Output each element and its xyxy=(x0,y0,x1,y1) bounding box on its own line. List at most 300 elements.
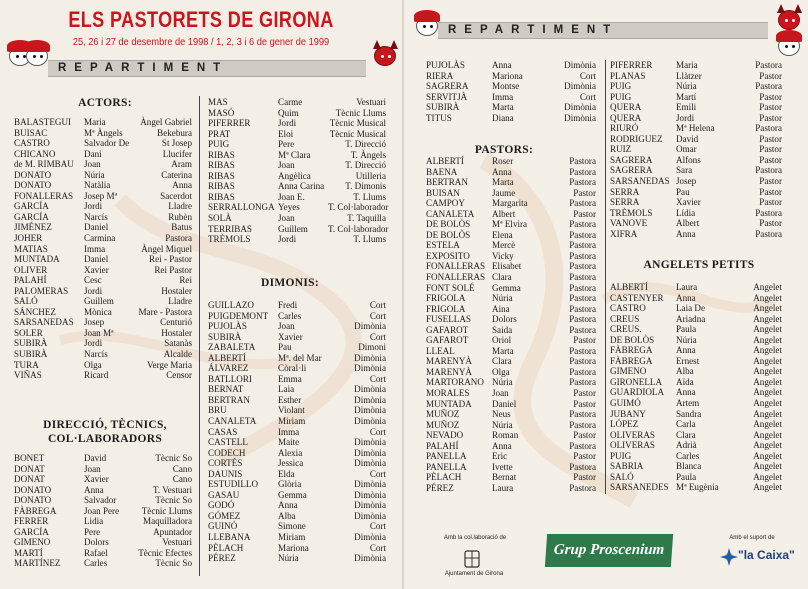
cast-row xyxy=(208,384,386,395)
cast-surname: FONALLERAS xyxy=(426,261,486,272)
cast-role: Cort xyxy=(579,70,596,81)
cast-role: Angelet xyxy=(753,440,782,451)
cast-surname: PALAHÍ xyxy=(426,440,459,451)
cast-surname: GIRONELLA xyxy=(610,376,663,387)
cast-surname: GÓMEZ xyxy=(208,510,241,521)
cast-row xyxy=(426,283,596,294)
cast-row xyxy=(426,198,596,209)
cast-surname: BALASTEGUI xyxy=(14,117,72,127)
cast-row xyxy=(426,177,596,188)
cast-first-name: Carles xyxy=(84,558,108,569)
cast-first-name: Còral·li xyxy=(278,363,307,374)
cast-role: T. Llums xyxy=(353,234,386,245)
cast-role: Angelet xyxy=(753,313,782,324)
cast-surname: FÀBREGA xyxy=(14,505,57,516)
cast-surname: GUINÓ xyxy=(208,521,238,532)
cast-surname: BAENA xyxy=(426,166,458,177)
cast-role: Cort xyxy=(369,468,386,479)
cast-surname: GARCÍA xyxy=(14,211,49,222)
cast-row xyxy=(426,377,596,388)
cast-row xyxy=(208,160,386,171)
cast-surname: RUIZ xyxy=(610,144,632,155)
cast-row xyxy=(426,272,596,283)
cast-surname: BONET xyxy=(14,453,45,463)
cast-row xyxy=(14,485,192,496)
cast-surname: CASTENYER xyxy=(610,292,664,303)
shepherd-mascot-icon xyxy=(774,30,804,60)
cast-role: Rei Pastor xyxy=(154,264,192,275)
cast-first-name: Alexia xyxy=(278,447,303,458)
cast-first-name: Xavier xyxy=(84,474,109,485)
cast-surname: SUBIRÀ xyxy=(208,331,242,342)
cast-surname: PÉREZ xyxy=(426,482,454,493)
cast-first-name: Mª Helena xyxy=(676,123,715,134)
cast-role: Pastor xyxy=(759,112,782,123)
cast-surname: SALÓ xyxy=(14,296,38,307)
dimonis-heading: DIMONIS: xyxy=(261,277,319,289)
cast-first-name: Elda xyxy=(278,468,295,479)
cast-first-name: Dani xyxy=(84,148,102,159)
cast-surname: de M. RIMBAU xyxy=(14,159,74,170)
cast-row xyxy=(610,134,782,145)
cast-row xyxy=(208,500,386,511)
cast-first-name: Núria xyxy=(676,81,697,92)
cast-role: Pastor xyxy=(759,218,782,229)
cast-role: Pastora xyxy=(569,229,596,240)
cast-first-name: Núria xyxy=(278,553,299,564)
cast-role: Pastora xyxy=(569,356,596,367)
cast-first-name: Emili xyxy=(676,102,697,113)
cast-role: Pastora xyxy=(165,233,192,244)
cast-first-name: Margarita xyxy=(492,198,528,209)
cast-surname: SALÓ xyxy=(610,471,634,482)
cast-surname: SAGRERA xyxy=(610,154,653,165)
cast-surname: GUILLAZO xyxy=(208,300,254,310)
cast-first-name: Omar xyxy=(676,144,697,155)
cast-surname: NEVADO xyxy=(426,430,464,441)
cast-surname: PUJOLÀS xyxy=(426,60,465,70)
cast-row xyxy=(426,472,596,483)
cast-role: Pastora xyxy=(569,177,596,188)
cast-role: Pastora xyxy=(569,272,596,283)
cast-role: Llucifer xyxy=(162,148,192,159)
cast-row xyxy=(208,342,386,353)
cast-first-name: Joan xyxy=(278,160,295,171)
cast-surname: SUBIRÀ xyxy=(14,349,48,360)
cast-first-name: Guillem xyxy=(278,223,308,234)
cast-first-name: Lídia xyxy=(676,207,696,218)
repartiment-band: REPARTIMENT xyxy=(48,60,366,77)
actors-heading: ACTORS: xyxy=(78,97,132,109)
cast-row xyxy=(610,430,782,441)
cast-surname: ZABALETA xyxy=(208,342,256,353)
cast-row xyxy=(610,102,782,113)
cast-row xyxy=(426,92,596,103)
cast-surname: GARCÍA xyxy=(14,201,49,212)
cast-role: Cort xyxy=(369,542,386,553)
cast-row xyxy=(426,451,596,462)
cast-first-name: Daniel xyxy=(492,398,517,409)
support-label: Amb el suport de xyxy=(729,535,775,541)
cast-row xyxy=(14,349,192,360)
cast-first-name: Aina xyxy=(492,303,510,314)
girona-crest-icon xyxy=(463,549,481,569)
cast-row xyxy=(208,469,386,480)
cast-row xyxy=(426,325,596,336)
cast-first-name: Joan E. xyxy=(278,191,305,202)
cast-row xyxy=(610,282,782,293)
cast-surname: ALBERTÍ xyxy=(426,156,464,166)
cast-surname: PRAT xyxy=(208,128,231,139)
cast-role: Bekebura xyxy=(157,127,192,138)
cast-role: Pastora xyxy=(569,166,596,177)
cast-row xyxy=(14,317,192,328)
cast-role: Pastora xyxy=(569,366,596,377)
cast-surname: CREUS xyxy=(610,313,640,324)
cast-surname: CASTELL xyxy=(208,437,248,448)
cast-role: Dimònia xyxy=(354,437,386,448)
cast-surname: CASAS xyxy=(208,426,238,437)
cast-row xyxy=(426,409,596,420)
cast-first-name: Elena xyxy=(492,229,513,240)
cast-row xyxy=(14,128,192,139)
cast-role: Dimònia xyxy=(354,553,386,564)
cast-surname: ÁLVAREZ xyxy=(208,363,249,374)
cast-role: Apuntador xyxy=(153,526,192,537)
cast-surname: RODRIGUEZ xyxy=(610,133,663,144)
cast-first-name: Lidia xyxy=(84,516,104,527)
cast-surname: RIBAS xyxy=(208,170,235,181)
cast-row xyxy=(14,170,192,181)
dimonis-continued-list xyxy=(426,60,596,123)
cast-role: Sacerdot xyxy=(160,190,192,201)
cast-role: T. Col·laborador xyxy=(328,223,389,234)
cast-surname: GASAU xyxy=(208,489,240,500)
cast-role: Hostaler xyxy=(161,327,192,338)
cast-first-name: Montse xyxy=(492,81,520,92)
cast-first-name: Vicky xyxy=(492,250,514,261)
cast-first-name: Núria xyxy=(492,419,513,430)
cast-row xyxy=(14,265,192,276)
cast-surname: TURA xyxy=(14,359,39,370)
caixa-star-icon xyxy=(720,548,738,566)
cast-first-name: Glòria xyxy=(278,479,302,490)
cast-first-name: Salvador xyxy=(84,495,117,506)
cast-role: Dimònia xyxy=(354,489,386,500)
cast-surname: BUISAN xyxy=(426,187,460,198)
cast-surname: BRU xyxy=(208,405,227,416)
cast-first-name: Olga xyxy=(84,359,102,370)
cast-first-name: Jordi xyxy=(278,118,297,129)
cast-first-name: Marta xyxy=(492,177,514,188)
cast-surname: DE BOLÒS xyxy=(610,334,655,345)
cast-role: Dimònia xyxy=(354,532,386,543)
cast-row xyxy=(208,374,386,385)
cast-row xyxy=(14,558,192,569)
cast-role: T. Taquilla xyxy=(347,213,386,224)
cast-role: Tècnic Llums xyxy=(141,505,192,516)
cast-role: Tècnic Musical xyxy=(329,118,386,129)
cast-first-name: Clara xyxy=(492,272,512,283)
cast-row xyxy=(208,118,386,129)
cast-surname: VANOVE xyxy=(610,218,648,229)
cast-surname: RIURÓ xyxy=(610,123,639,134)
cast-row xyxy=(14,537,192,548)
cast-first-name: Mercè xyxy=(492,240,516,251)
cast-row xyxy=(610,461,782,472)
cast-surname: MUNTADA xyxy=(426,398,472,409)
cast-role: Pastora xyxy=(569,156,596,166)
cast-row xyxy=(610,356,782,367)
cast-row xyxy=(426,261,596,272)
cast-row xyxy=(14,180,192,191)
cast-first-name: Natàlia xyxy=(84,180,111,191)
cast-role: Pastora xyxy=(569,409,596,420)
cast-surname: MARTORANO xyxy=(426,377,484,388)
cast-surname: PÈLACH xyxy=(426,472,462,483)
cast-row xyxy=(14,548,192,559)
cast-row xyxy=(610,377,782,388)
cast-row xyxy=(426,430,596,441)
cast-role: Tècnic Efectes xyxy=(138,547,192,558)
cast-row xyxy=(610,398,782,409)
cast-role: Dimònia xyxy=(354,352,386,363)
cast-surname: DE BOLÒS xyxy=(426,219,471,230)
cast-surname: CODECH xyxy=(208,447,246,458)
pastors-heading: PASTORS: xyxy=(474,144,534,156)
cast-row xyxy=(14,275,192,286)
cast-role: Pastor xyxy=(759,133,782,144)
cast-role: Pastor xyxy=(759,91,782,102)
cast-first-name: Saida xyxy=(492,324,513,335)
right-page xyxy=(404,0,808,589)
cast-first-name: Xavier xyxy=(676,197,701,208)
cast-first-name: Dolors xyxy=(492,314,517,325)
actors-list xyxy=(14,117,192,381)
cast-role: Lladre xyxy=(168,296,192,307)
cast-surname: EXPOSITO xyxy=(426,250,470,261)
cast-row xyxy=(14,212,192,223)
cast-row xyxy=(426,346,596,357)
cast-role: Cort xyxy=(369,310,386,321)
cast-role: Anna xyxy=(172,180,192,191)
cast-role: Dimònia xyxy=(564,81,596,92)
cast-surname: CANALETA xyxy=(426,208,475,219)
cast-surname: PALOMERAS xyxy=(14,285,69,296)
cast-role: Mare - Pastora xyxy=(138,306,192,317)
cast-first-name: Anna Carina xyxy=(278,181,325,192)
cast-row xyxy=(610,60,782,71)
cast-role: Maquilladora xyxy=(143,516,192,527)
cast-surname: FONALLERAS xyxy=(14,190,74,201)
tecnics-list xyxy=(208,97,389,245)
cast-first-name: Joan xyxy=(278,321,295,332)
cast-role: Tècnic Llums xyxy=(335,107,386,118)
cast-role: Angelet xyxy=(753,345,782,356)
cast-role: Pastora xyxy=(569,219,596,230)
cast-role: Centurió xyxy=(160,317,192,328)
cast-surname: MARENYÀ xyxy=(426,356,472,367)
cast-role: Pastora xyxy=(755,228,782,239)
cast-first-name: Emma xyxy=(278,373,302,384)
cast-role: Pastora xyxy=(569,482,596,493)
cast-role: T. Direcció xyxy=(345,160,386,171)
cast-row xyxy=(610,165,782,176)
cast-first-name: Anna xyxy=(676,387,696,398)
cast-surname: PUIG xyxy=(610,450,632,461)
cast-first-name: David xyxy=(676,133,699,144)
cast-row xyxy=(14,201,192,212)
cast-role: Vestuari xyxy=(162,537,192,548)
cast-first-name: Jordi xyxy=(84,285,103,296)
cast-surname: SUBIRÀ xyxy=(426,102,460,113)
cast-row xyxy=(426,60,596,71)
cast-role: Pastor xyxy=(573,430,596,441)
cast-row xyxy=(426,441,596,452)
cast-role: Dimònia xyxy=(354,416,386,427)
cast-first-name: Pere xyxy=(278,139,295,150)
cast-first-name: Quim xyxy=(278,107,299,118)
cast-surname: DAUNIS xyxy=(208,468,243,479)
cast-role: Angelet xyxy=(753,292,782,303)
cast-role: Dimònia xyxy=(354,363,386,374)
cast-row xyxy=(14,338,192,349)
cast-first-name: Artem xyxy=(676,398,700,409)
cast-surname: PANELLA xyxy=(426,461,467,472)
cast-role: Pastor xyxy=(759,176,782,187)
cast-first-name: Rafael xyxy=(84,547,108,558)
cast-row xyxy=(208,223,389,235)
cast-surname: FRIGOLA xyxy=(426,293,466,304)
cast-first-name: Ivette xyxy=(492,461,513,472)
cast-surname: TITUS xyxy=(426,112,452,123)
cast-first-name: Ariadna xyxy=(676,313,706,324)
cast-surname: SARSANEDAS xyxy=(610,176,670,187)
collaboration-label: Amb la col.laboració de xyxy=(443,535,507,541)
cast-first-name: Narcís xyxy=(84,349,108,360)
cast-first-name: Mariona xyxy=(278,542,309,553)
cast-first-name: Mª Eugènia xyxy=(676,482,719,493)
cast-first-name: Bernat xyxy=(492,472,517,483)
cast-surname: PUIG xyxy=(610,91,632,102)
cast-row xyxy=(14,516,192,527)
cast-role: Censor xyxy=(166,370,192,381)
cast-role: Cort xyxy=(369,373,386,384)
cast-first-name: Imma xyxy=(84,243,106,254)
cast-row xyxy=(426,230,596,241)
cast-row xyxy=(426,420,596,431)
cast-row xyxy=(610,197,782,208)
cast-surname: RIBAS xyxy=(208,181,235,192)
cast-row xyxy=(610,123,782,134)
cast-surname: OLIVERAS xyxy=(610,440,655,451)
cast-row xyxy=(14,527,192,538)
cast-surname: RIBAS xyxy=(208,191,235,202)
cast-role: Angelet xyxy=(753,419,782,430)
cast-surname: CORTÉS xyxy=(208,458,243,469)
column-divider xyxy=(199,96,200,576)
cast-first-name: Anna xyxy=(492,166,512,177)
cast-role: T. Col·laborador xyxy=(328,202,389,213)
angelets-heading: ANGELETS PETITS xyxy=(643,259,755,271)
cast-surname: PIFERRER xyxy=(610,60,653,70)
cast-role: Pastor xyxy=(759,144,782,155)
cast-role: Pastor xyxy=(573,187,596,198)
cast-first-name: Núria xyxy=(676,334,697,345)
cast-role: Alcalde xyxy=(163,349,192,360)
cast-row xyxy=(610,387,782,398)
cast-first-name: Sandra xyxy=(676,408,702,419)
cast-role: Cort xyxy=(369,426,386,437)
cast-surname: BATLLORI xyxy=(208,373,252,384)
cast-first-name: Laia xyxy=(278,384,295,395)
cast-surname: CASTRO xyxy=(14,138,50,149)
cast-first-name: Eric xyxy=(492,451,508,462)
cast-role: Cano xyxy=(172,463,192,474)
left-page xyxy=(0,0,402,589)
cast-first-name: Mariona xyxy=(492,70,523,81)
cast-surname: SERRALLONGA xyxy=(208,202,275,213)
cast-surname: PLANAS xyxy=(610,70,646,81)
cast-surname: SOLER xyxy=(14,327,43,338)
cast-first-name: Carla xyxy=(676,419,696,430)
cast-row xyxy=(610,92,782,103)
cast-row xyxy=(14,149,192,160)
cast-role: Angelet xyxy=(753,376,782,387)
cast-row xyxy=(14,138,192,149)
cast-first-name: Yeyes xyxy=(278,202,300,213)
cast-surname: DONATO xyxy=(14,484,52,495)
cast-first-name: Ernest xyxy=(676,355,700,366)
cast-surname: MARENYÀ xyxy=(426,366,472,377)
cast-first-name: Miriam xyxy=(278,532,306,543)
cast-first-name: Daniel xyxy=(84,254,109,265)
cast-first-name: Joan Pere xyxy=(84,505,120,516)
cast-role: Pastora xyxy=(569,419,596,430)
cast-first-name: Imma xyxy=(492,91,514,102)
cast-surname: LLEBANA xyxy=(208,532,251,543)
cast-first-name: Pere xyxy=(84,526,101,537)
cast-row xyxy=(208,108,386,119)
cast-row xyxy=(610,314,782,325)
cast-row xyxy=(208,321,386,332)
cast-surname: PÉREZ xyxy=(208,553,236,564)
cast-surname: QUERA xyxy=(610,102,642,113)
cast-surname: GIMENO xyxy=(610,366,647,377)
cast-role: Angelet xyxy=(753,450,782,461)
proscenium-logo: Grup Proscenium xyxy=(545,534,673,567)
cast-surname: SERRA xyxy=(610,197,640,208)
cast-first-name: Oriol xyxy=(492,335,512,346)
cast-first-name: Dolors xyxy=(84,537,109,548)
cast-surname: MATIAS xyxy=(14,243,48,254)
cast-first-name: Josep xyxy=(84,317,105,328)
cast-row xyxy=(610,451,782,462)
cast-role: Angelet xyxy=(753,471,782,482)
cast-first-name: Albert xyxy=(492,208,516,219)
cast-row xyxy=(208,234,386,245)
cast-row xyxy=(426,399,596,410)
cast-first-name: Joan xyxy=(84,159,101,170)
repartiment-band: REPARTIMENT xyxy=(438,22,768,39)
cast-row xyxy=(610,419,782,430)
cast-first-name: Alfons xyxy=(676,154,701,165)
cast-surname: DONAT xyxy=(14,474,45,485)
cast-first-name: Miriam xyxy=(278,416,306,427)
cast-first-name: Anna xyxy=(676,345,696,356)
cast-first-name: Pau xyxy=(278,342,292,353)
cast-first-name: Simone xyxy=(278,521,306,532)
